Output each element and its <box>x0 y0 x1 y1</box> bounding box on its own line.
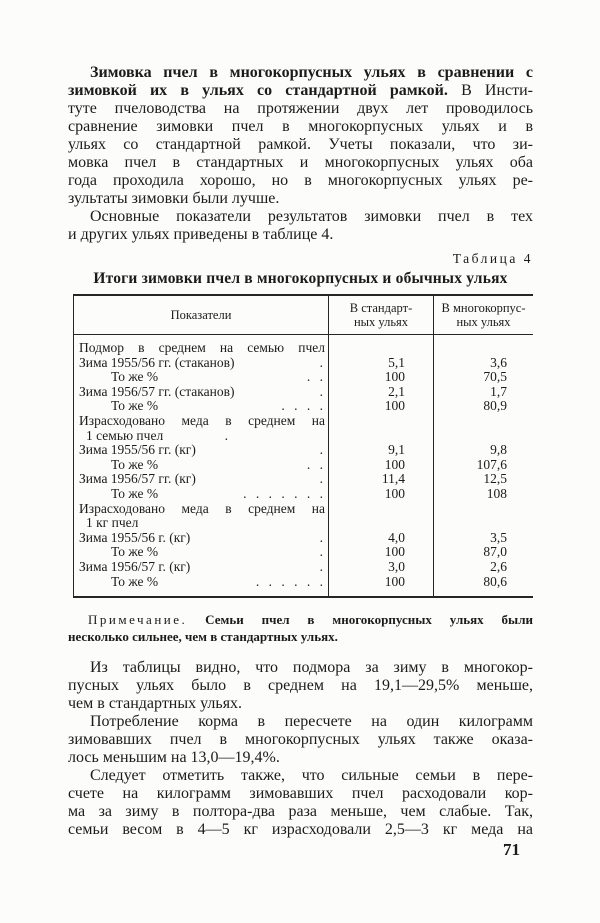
row-label-cell <box>74 545 328 560</box>
text-line <box>68 785 533 803</box>
text-segment: ма за зиму в полтора-два раза меньше, чем слабые. Так, <box>68 803 533 821</box>
text-segment: Примечание. <box>88 612 188 628</box>
table-row <box>74 560 533 575</box>
row-label: То же % <box>111 456 159 472</box>
value-multibody-hives: 108 <box>486 485 507 501</box>
row-label: Зима 1955/56 гг. (кг) <box>79 442 196 458</box>
text-segment: Семьи пчел в многокорпусных ульях были <box>187 612 533 628</box>
table-header-row <box>74 296 533 335</box>
value-multibody-hives <box>433 414 533 429</box>
text-segment: Потребление корма в пересчете на один килограмм <box>90 713 533 731</box>
value-standard-hives: 100 <box>384 398 405 414</box>
row-label: Зима 1955/56 гг. (стаканов) <box>79 354 235 370</box>
row-label-cell <box>74 575 328 590</box>
text-segment: года проходила хорошо, но в многокорпусных ульях ре- <box>68 172 533 189</box>
row-label: Зима 1956/57 гг. (кг) <box>79 471 196 487</box>
table-row <box>74 458 533 473</box>
row-label-cell <box>74 370 328 385</box>
dot-leader: . . . . . . <box>255 573 326 589</box>
text-line <box>68 82 533 100</box>
value-multibody-hives <box>433 516 533 531</box>
value-standard-hives: 2,1 <box>388 383 405 399</box>
value-standard-hives <box>328 516 433 531</box>
text-segment: мовка пчел в стандартных и многокорпусных ульях оба <box>68 154 533 171</box>
paragraph-intro <box>68 64 533 208</box>
value-standard-hives: 100 <box>384 369 405 385</box>
dot-leader: . <box>319 529 326 545</box>
dot-leader: . <box>319 544 326 560</box>
value-multibody-hives: 107,6 <box>476 456 507 472</box>
column-header-line: В многокорпус- <box>441 301 526 315</box>
row-label: То же % <box>111 369 159 385</box>
value-standard-hives: 4,0 <box>388 529 405 545</box>
dot-leader: . . <box>306 369 326 385</box>
text-segment: чем в стандартных ульях. <box>68 695 243 713</box>
text-line <box>68 64 533 82</box>
row-label: Израсходовано меда в среднем на <box>79 412 325 428</box>
dot-leader: . <box>319 383 326 399</box>
value-standard-hives: 9,1 <box>388 442 405 458</box>
value-standard-hives: 100 <box>384 544 405 560</box>
results-table <box>73 294 533 598</box>
text-segment: Зимовка пчел в многокорпусных ульях в сравнении с <box>90 64 533 81</box>
page-number: 71 <box>503 840 520 859</box>
text-line <box>68 100 533 118</box>
text-line <box>68 677 533 695</box>
text-line <box>68 118 533 136</box>
row-label-cell <box>74 516 328 531</box>
value-standard-hives <box>328 502 433 517</box>
value-standard-hives: 100 <box>384 573 405 589</box>
table-row <box>74 575 533 590</box>
dot-leader: . <box>319 471 326 487</box>
text-segment: Основные показатели результатов зимовки пчел в тех <box>90 208 533 225</box>
value-standard-hives: 11,4 <box>381 471 405 487</box>
column-divider <box>328 335 329 596</box>
value-standard-hives <box>328 414 433 429</box>
row-label: То же % <box>111 485 159 501</box>
row-label-cell <box>74 356 328 371</box>
paragraph-mortality <box>68 659 533 713</box>
row-label-cell <box>74 443 328 458</box>
value-multibody-hives <box>433 502 533 517</box>
text-line <box>68 208 533 226</box>
value-multibody-hives: 9,8 <box>490 442 507 458</box>
value-standard-hives <box>328 341 433 356</box>
value-multibody-hives: 12,5 <box>483 471 507 487</box>
dot-leader: . <box>319 354 326 370</box>
row-label-cell <box>74 531 328 546</box>
row-label: 1 семью пчел <box>86 427 164 443</box>
value-multibody-hives: 80,6 <box>483 573 507 589</box>
text-segment: счете на килограмм зимовавших пчел расходовали кор- <box>68 785 533 803</box>
text-segment: В Инсти- <box>447 82 533 99</box>
table-row <box>74 472 533 487</box>
row-label: То же % <box>111 398 159 414</box>
table-row <box>74 429 533 444</box>
row-label: То же % <box>111 544 159 560</box>
table-row <box>74 356 533 371</box>
text-line <box>68 136 533 154</box>
table-note <box>68 611 533 645</box>
row-label: Зима 1955/56 г. (кг) <box>79 529 191 545</box>
value-multibody-hives: 3,6 <box>490 354 507 370</box>
row-label-cell <box>74 458 328 473</box>
text-segment: лось меньшим на 13,0—19,4%. <box>68 749 280 767</box>
table-row <box>74 341 533 356</box>
value-multibody-hives: 80,9 <box>483 398 507 414</box>
text-segment: зимовкой их в ульях со стандартной рамкой. <box>68 82 448 99</box>
value-standard-hives: 100 <box>384 485 405 501</box>
text-line <box>68 190 533 208</box>
row-label-cell <box>74 429 328 444</box>
text-segment: пусных ульях было в среднем на 19,1—29,5% меньше, <box>68 677 533 695</box>
row-label-cell <box>74 487 328 502</box>
table-row <box>74 545 533 560</box>
value-standard-hives: 100 <box>384 456 405 472</box>
text-line <box>68 628 533 645</box>
value-standard-hives <box>328 429 433 444</box>
row-label-cell <box>74 399 328 414</box>
text-segment: зимовавших пчел в многокорпусных ульях также оказа- <box>68 731 533 749</box>
text-segment: и других ульях приведены в таблице 4. <box>68 226 334 243</box>
text-segment: зультаты зимовки были лучше. <box>68 190 280 207</box>
text-line <box>68 731 533 749</box>
table-row <box>74 502 533 517</box>
text-line <box>68 821 533 839</box>
table-body <box>74 335 533 596</box>
dot-leader: . <box>224 427 231 443</box>
column-header-indicators: Показатели <box>170 308 232 322</box>
paragraph-strong-families <box>68 767 533 839</box>
value-multibody-hives <box>433 429 533 444</box>
row-label: Зима 1956/57 г. (кг) <box>79 558 191 574</box>
text-line <box>68 749 533 767</box>
column-header-standard-hives <box>328 296 433 334</box>
row-label-cell <box>74 472 328 487</box>
text-line <box>68 154 533 172</box>
text-segment: туте пчеловодства на протяжении двух лет проводилось <box>68 100 533 117</box>
column-header-line: ных ульях <box>456 315 511 329</box>
text-segment: несколько сильнее, чем в стандартных ульях. <box>68 629 338 645</box>
text-line <box>68 695 533 713</box>
text-line <box>68 611 533 628</box>
text-segment: семьи весом в 4—5 кг израсходовали 2,5—3 кг меда на <box>68 821 533 839</box>
text-line <box>68 803 533 821</box>
row-label-cell <box>74 385 328 400</box>
value-multibody-hives: 70,5 <box>483 369 507 385</box>
row-label: 1 кг пчел <box>86 515 139 531</box>
table-row <box>74 443 533 458</box>
table-row <box>74 414 533 429</box>
paragraph-table-ref <box>68 208 533 244</box>
text-segment: ульях со стандартной рамкой. Учеты показали, что зи- <box>68 136 533 153</box>
dot-leader: . <box>319 442 326 458</box>
text-line <box>68 713 533 731</box>
text-line <box>68 767 533 785</box>
value-multibody-hives: 3,5 <box>490 529 507 545</box>
dot-leader: . . . . <box>281 398 326 414</box>
row-label: То же % <box>111 573 159 589</box>
column-header-line: В стандарт- <box>349 301 413 315</box>
value-standard-hives: 5,1 <box>388 354 405 370</box>
text-line <box>68 172 533 190</box>
row-label: Израсходовано меда в среднем на <box>79 500 325 516</box>
table-row <box>74 370 533 385</box>
value-multibody-hives: 2,6 <box>490 558 507 574</box>
table-label: Таблица 4 <box>452 251 533 266</box>
column-header-line: ных ульях <box>353 315 409 329</box>
table-row <box>74 531 533 546</box>
value-multibody-hives: 87,0 <box>483 544 507 560</box>
row-label: Зима 1956/57 гг. (стаканов) <box>79 383 235 399</box>
dot-leader: . . <box>306 456 326 472</box>
text-line <box>68 659 533 677</box>
row-label-cell <box>74 341 328 356</box>
table-row <box>74 487 533 502</box>
table-title: Итоги зимовки пчел в многокорпусных и обычных ульях <box>93 270 508 287</box>
value-multibody-hives: 1,7 <box>490 383 507 399</box>
column-header-multibody-hives <box>433 296 533 334</box>
text-line <box>68 226 533 244</box>
dot-leader: . . . . . . . <box>243 485 326 501</box>
table-row <box>74 516 533 531</box>
paragraph-feed-consumption <box>68 713 533 767</box>
row-label-cell <box>74 414 328 429</box>
text-segment: сравнение зимовки пчел в многокорпусных ульях и в <box>68 118 533 135</box>
column-divider <box>433 335 434 596</box>
table-row <box>74 399 533 414</box>
row-label-cell <box>74 502 328 517</box>
text-segment: Из таблицы видно, что подмора за зиму в многокор- <box>90 659 533 677</box>
text-segment: Следует отметить также, что сильные семьи в пере- <box>90 767 533 785</box>
row-label-cell <box>74 560 328 575</box>
dot-leader: . <box>319 558 326 574</box>
row-label: Подмор в среднем на семью пчел <box>79 340 325 355</box>
table-row <box>74 385 533 400</box>
value-standard-hives: 3,0 <box>388 558 405 574</box>
value-multibody-hives <box>433 341 533 356</box>
